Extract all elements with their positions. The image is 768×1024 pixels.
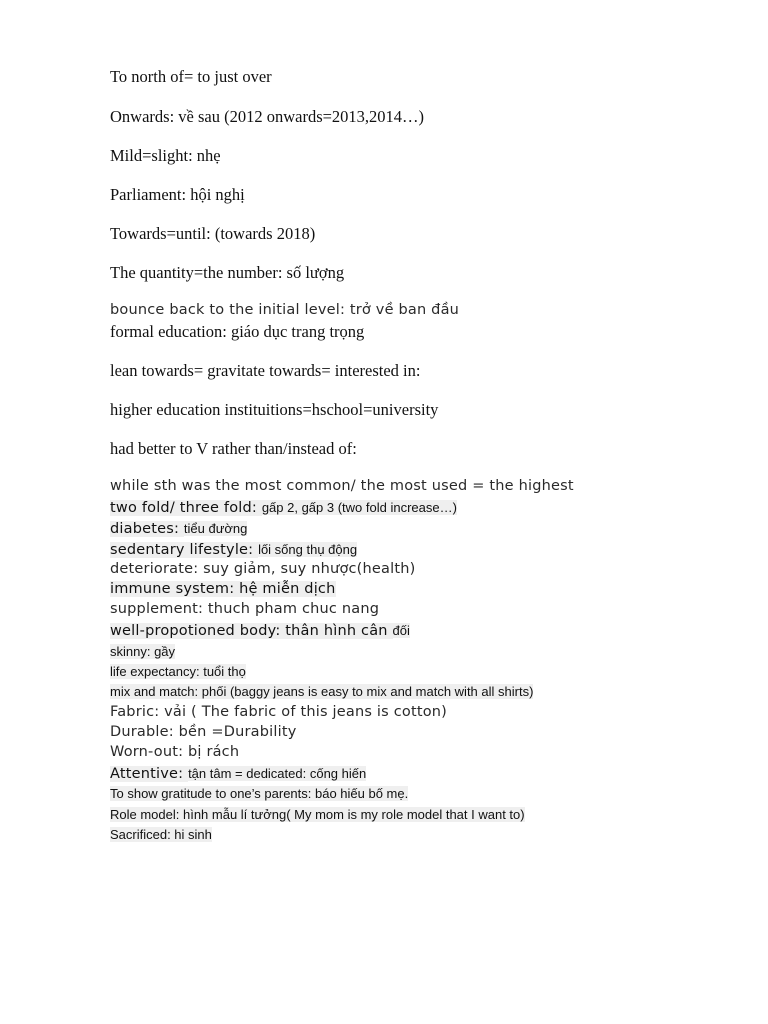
note-line: life expectancy: tuổi thọ [110, 664, 246, 679]
note-line: lean towards= gravitate towards= interested in: [110, 361, 421, 380]
note-line-sedentary [110, 541, 357, 559]
note-line: Sacrificed: hi sinh [110, 827, 212, 842]
definition: tận tâm = dedicated: cống hiến [188, 766, 367, 781]
note-line: supplement: thuch pham chuc nang [110, 601, 380, 617]
note-line-attentive [110, 765, 366, 783]
note-line: immune system: hệ miễn dịch [110, 581, 336, 597]
note-line: To show gratitude to one’s parents: báo hiếu bố mẹ. [110, 786, 409, 801]
note-line: formal education: giáo dục trang trọng [110, 322, 365, 341]
note-line-diabetes [110, 520, 247, 538]
note-line: skinny: gầy [110, 644, 176, 659]
term: Attentive: [110, 766, 189, 782]
note-line: The quantity=the number: số lượng [110, 263, 345, 282]
note-line: bounce back to the initial level: trở về ban đầu [110, 302, 460, 318]
note-line: mix and match: phối (baggy jeans is easy to mix and match with all shirts) [110, 684, 534, 699]
term: sedentary lifestyle: [110, 542, 259, 558]
term: well-propotioned body: thân hình cân [110, 623, 393, 639]
note-line-twofold [110, 499, 457, 517]
note-line: Mild=slight: nhẹ [110, 146, 221, 165]
note-line: To north of= to just over [110, 67, 272, 86]
note-line: Durable: bền =Durability [110, 724, 297, 740]
term: diabetes: [110, 521, 184, 537]
note-line: Fabric: vải ( The fabric of this jeans is cotton) [110, 704, 448, 720]
note-line: had better to V rather than/instead of: [110, 439, 357, 458]
note-line: Towards=until: (towards 2018) [110, 224, 316, 243]
definition: đối [392, 623, 410, 638]
note-line-wellprop [110, 622, 410, 640]
note-line: while sth was the most common/ the most used = the highest [110, 478, 574, 494]
definition: gấp 2, gấp 3 (two fold increase…) [261, 500, 457, 515]
note-line: Parliament: hội nghị [110, 185, 245, 204]
note-line: Worn-out: bị rách [110, 744, 240, 760]
note-line: Onwards: về sau (2012 onwards=2013,2014…) [110, 107, 425, 126]
note-line: Role model: hình mẫu lí tưởng( My mom is my role model that I want to) [110, 807, 525, 822]
term: two fold/ three fold: [110, 500, 262, 516]
definition: lối sống thụ động [258, 542, 358, 557]
note-line: deteriorate: suy giảm, suy nhược(health) [110, 561, 416, 577]
definition: tiểu đường [183, 521, 248, 536]
note-line: higher education instituitions=hschool=university [110, 400, 439, 419]
